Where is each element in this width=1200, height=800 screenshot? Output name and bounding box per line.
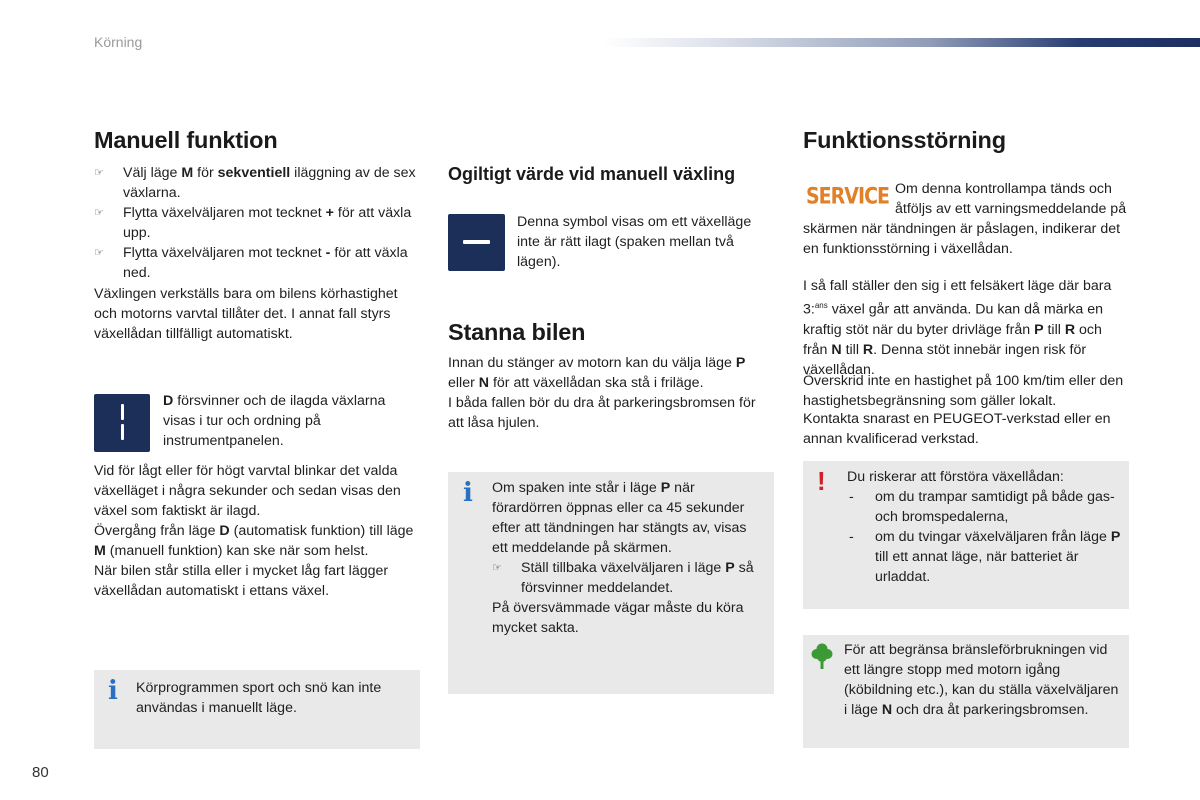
gear-bar-icon (121, 404, 124, 420)
exclamation-icon: ! (817, 466, 826, 496)
bold-term: N (831, 341, 842, 358)
stanna-bilen-title: Stanna bilen (448, 319, 586, 345)
text-run: och från (803, 321, 1102, 358)
middle-info-box (448, 472, 774, 694)
pointing-hand-icon: ☞ (94, 246, 104, 259)
text-run: för att växla upp. (123, 205, 412, 241)
text-run: Flytta växelväljaren mot tecknet (123, 245, 326, 261)
text-run: och dra åt parkeringsbromsen. (892, 702, 1089, 718)
warning-intro: Du riskerar att förstöra växellådan: (847, 469, 1064, 485)
bullet-item (94, 163, 420, 203)
pointing-hand-icon: ☞ (94, 166, 104, 179)
gear-bar-icon-2 (121, 424, 124, 440)
ogiltigt-varde-title: Ogiltigt värde vid manuell växling (448, 164, 736, 184)
text-run: iläggning av de sex växlarna. (123, 165, 416, 201)
bold-term: M (181, 165, 194, 181)
text-run: eller (448, 375, 479, 391)
text-run: om du tvingar växelväljaren från läge (875, 529, 1111, 545)
gear-d-description (163, 391, 418, 451)
info-paragraph: På översvämmade vägar måste du köra mycket sakta. (492, 600, 744, 636)
paragraph (94, 521, 420, 561)
bold-term: + (325, 205, 334, 221)
text-run: växel går att använda. Du kan då märka en kraftig stöt när du byter drivläge från (803, 301, 1103, 338)
bold-term: P (1034, 321, 1044, 338)
left-info-text: Körprogrammen sport och snö kan inte användas i manuellt läge. (136, 680, 382, 716)
bold-term: N (881, 702, 893, 718)
bold-term: P (1110, 529, 1121, 545)
paragraph: Vid för lågt eller för högt varvtal blinkar det valda växelläget i några sekunder och sedan visas den växel som faktiskt är ilagd. (94, 463, 401, 519)
invalid-gear-description: Denna symbol visas om ett växelläge inte är rätt ilagt (spaken mellan två lägen). (517, 214, 752, 270)
dash-marker: - (849, 489, 854, 505)
text-run: . Denna stöt innebär ingen risk för växellådan. (803, 341, 1087, 378)
dash-marker: - (849, 529, 854, 545)
paragraph (448, 353, 774, 393)
service-paragraph: Om denna kontrollampa tänds och åtföljs av ett varningsmeddelande på skärmen när tändningen är påslagen, indikerar det en funktionsstörning i växellådan. (803, 181, 1127, 257)
text-run: (manuell funktion) kan ske när som helst. (105, 543, 369, 559)
bold-term: P (660, 480, 671, 496)
dash-icon (463, 240, 490, 244)
bold-term: P (735, 355, 746, 371)
manuell-funktion-title: Manuell funktion (94, 127, 278, 153)
text-run: till (1043, 321, 1065, 338)
warning-item (847, 527, 1121, 587)
bold-term: R (862, 341, 874, 358)
bold-term: N (478, 375, 490, 391)
bold-term: - (325, 245, 331, 261)
text-run: till (841, 341, 863, 358)
bold-term: R (1064, 321, 1076, 338)
paragraph: När bilen står stilla eller i mycket låg fart lägger växellådan automatiskt i ettans växel. (94, 563, 389, 599)
header-gradient-bar (603, 38, 1200, 47)
bold-term: P (725, 560, 735, 576)
superscript: ans (814, 301, 828, 310)
eco-box (803, 635, 1129, 748)
text-run: (automatisk funktion) till läge (229, 523, 414, 539)
text-run: Om spaken inte står i läge (492, 480, 661, 496)
middle-info-text (492, 478, 766, 638)
warning-box (803, 461, 1129, 609)
text-run: Övergång från läge (94, 523, 220, 539)
invalid-gear-symbol (448, 214, 505, 271)
bold-term: M (94, 543, 106, 559)
bold-term: D (219, 523, 230, 539)
pointing-hand-icon: ☞ (492, 561, 502, 574)
text-run: Innan du stänger av motorn kan du välja läge (448, 355, 736, 371)
info-icon: i (108, 676, 118, 706)
text-run: för (193, 165, 218, 181)
text-run: Flytta växelväljaren mot tecknet (123, 205, 326, 221)
page-number: 80 (32, 764, 49, 781)
eco-text (844, 640, 1120, 720)
text-run: försvinner och de ilagda växlarna visas i tur och ordning på instrumentpanelen. (163, 393, 386, 449)
warning-text (847, 467, 1121, 587)
text-run: så försvinner meddelandet. (521, 560, 754, 596)
bullet-item (94, 203, 420, 243)
pointing-hand-icon: ☞ (94, 206, 104, 219)
text-run: till ett annat läge, när batteriet är urladdat. (875, 549, 1079, 585)
left-bullets (94, 163, 420, 283)
bold-term: sekventiell (217, 165, 291, 181)
bullet-item (94, 243, 420, 283)
tree-eco-icon (811, 642, 833, 670)
section-header: Körning (94, 34, 143, 50)
text-run: för att växla ned. (123, 245, 408, 281)
left-paragraph-2 (94, 461, 420, 601)
text-run: Välj läge (123, 165, 182, 181)
failsafe-paragraph (803, 276, 1129, 380)
gear-d-symbol (94, 394, 150, 452)
service-warning-icon: SERVICE (806, 184, 889, 210)
paragraph: I båda fallen bör du dra åt parkeringsbromsen för att låsa hjulen. (448, 395, 756, 431)
stanna-bilen-paragraph (448, 353, 774, 433)
bold-term: D (163, 393, 174, 409)
contact-paragraph: Kontakta snarast en PEUGEOT-verkstad eller en annan kvalificerad verkstad. (803, 411, 1111, 447)
left-info-box (94, 670, 420, 749)
text-run: för att växellådan ska stå i friläge. (489, 375, 704, 391)
info-paragraph (492, 478, 766, 558)
text-run: om du trampar samtidigt på både gas- och bromspedalerna, (875, 489, 1115, 525)
text-run: när förardörren öppnas eller ca 45 sekunder efter att tändningen har stängts av, visas ett meddelande på skärmen. (492, 480, 747, 556)
info-icon: i (463, 478, 473, 508)
text-run: Ställ tillbaka växelväljaren i läge (521, 560, 726, 576)
info-bullet (492, 558, 766, 598)
speed-limit-paragraph: Överskrid inte en hastighet på 100 km/tim eller den hastighetsbegränsning som gäller lokalt. (803, 373, 1124, 409)
warning-item (847, 487, 1121, 527)
left-paragraph-1: Växlingen verkställs bara om bilens körhastighet och motorns varvtal tillåter det. I annat fall styrs växellådan tillfälligt automatiskt. (94, 286, 398, 342)
funktionsstorning-title: Funktionsstörning (803, 127, 1006, 153)
text-run: I så fall ställer den sig i ett felsäkert läge där bara 3: (803, 278, 1112, 318)
text-run: För att begränsa bränsleförbrukningen vid ett längre stopp med motorn igång (köbildning etc.), kan du ställa växelväljaren i läge (844, 642, 1119, 718)
